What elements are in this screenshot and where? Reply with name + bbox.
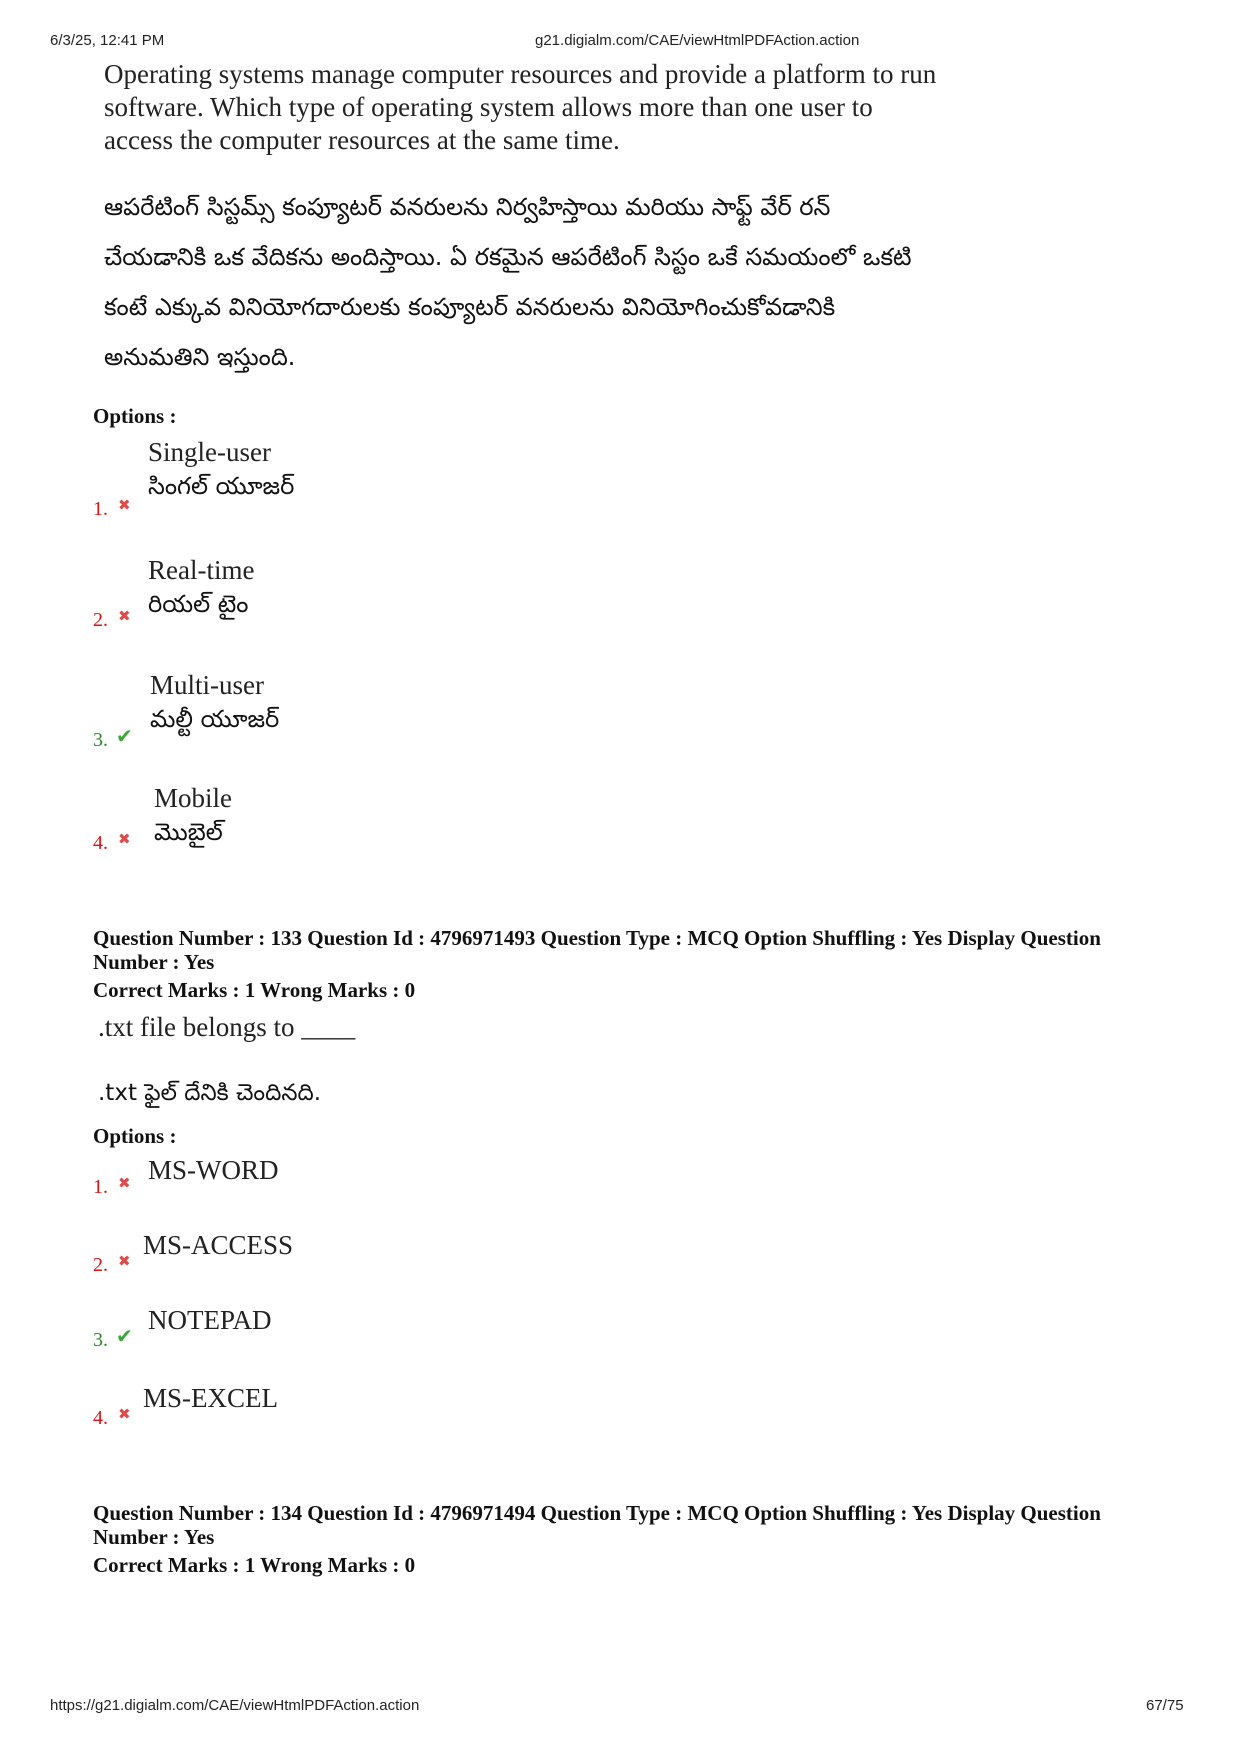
cross-icon: ✖: [118, 1174, 131, 1192]
option-text-te: సింగల్ యూజర్: [148, 472, 295, 500]
question-132-text-en: Operating systems manage computer resources and provide a platform to run software. Which type of operating system allows more than one user to access the computer resources at the same time.: [104, 59, 937, 155]
check-icon: ✔: [116, 724, 133, 748]
question-133-text-en: .txt file belongs to ____: [98, 1012, 356, 1042]
option-number: 1.: [93, 1176, 108, 1198]
option-text-en: MS-EXCEL: [143, 1383, 278, 1413]
option-number: 2.: [93, 1254, 108, 1276]
option-number: 3.: [93, 1329, 108, 1351]
option-text-en: MS-WORD: [148, 1155, 279, 1185]
question-133-marks: Correct Marks : 1 Wrong Marks : 0: [93, 978, 416, 1002]
option-number: 4.: [93, 1407, 108, 1429]
option-text-en: NOTEPAD: [148, 1305, 272, 1335]
question-134-meta: Question Number : 134 Question Id : 4796971494 Question Type : MCQ Option Shuffling : Yes Display Question Number : Yes: [93, 1501, 1101, 1549]
option-text-en: Mobile: [154, 783, 232, 813]
question-133-text-te: .txt ఫైల్ దేనికి చెందినది.: [98, 1080, 322, 1106]
option-text-te: రియల్ టైం: [148, 590, 249, 618]
option-text-en: Real-time: [148, 555, 255, 585]
options-label: Options :: [93, 404, 177, 428]
print-url: g21.digialm.com/CAE/viewHtmlPDFAction.action: [535, 32, 860, 49]
options-label: Options :: [93, 1124, 177, 1148]
cross-icon: ✖: [118, 496, 131, 514]
check-icon: ✔: [116, 1324, 133, 1348]
option-text-en: MS-ACCESS: [143, 1230, 294, 1260]
option-text-te: మల్టీ యూజర్: [150, 705, 280, 733]
option-text-en: Single-user: [148, 437, 271, 467]
option-number: 1.: [93, 498, 108, 520]
page-number: 67/75: [1146, 1697, 1184, 1714]
question-132-text-te: ఆపరేటింగ్ సిస్టమ్స్ కంప్యూటర్ వనరులను నిర్వహిస్తాయి మరియు సాఫ్ట్ వేర్ రన్ చేయడానికి ఒక వేదికను అందిస్తాయి. ఏ రకమైన ఆపరేటింగ్ సిస్టం ఒకే సమయంలో ఒకటి కంటే ఎక్కువ వినియోగదారులకు కంప్యూటర్ వనరులను వినియోగించుకోవడానికి అనుమతిని ఇస్తుంది.: [104, 193, 912, 371]
option-text-en: Multi-user: [150, 670, 264, 700]
footer-url: https://g21.digialm.com/CAE/viewHtmlPDFAction.action: [50, 1697, 420, 1714]
print-datetime: 6/3/25, 12:41 PM: [50, 32, 165, 49]
option-text-te: మొబైల్: [154, 818, 223, 846]
question-134-marks: Correct Marks : 1 Wrong Marks : 0: [93, 1553, 416, 1577]
cross-icon: ✖: [118, 1252, 131, 1270]
option-number: 2.: [93, 609, 108, 631]
option-number: 3.: [93, 729, 108, 751]
cross-icon: ✖: [118, 607, 131, 625]
cross-icon: ✖: [118, 1405, 131, 1423]
question-133-meta: Question Number : 133 Question Id : 4796971493 Question Type : MCQ Option Shuffling : Yes Display Question Number : Yes: [93, 926, 1101, 974]
option-number: 4.: [93, 832, 108, 854]
cross-icon: ✖: [118, 830, 131, 848]
